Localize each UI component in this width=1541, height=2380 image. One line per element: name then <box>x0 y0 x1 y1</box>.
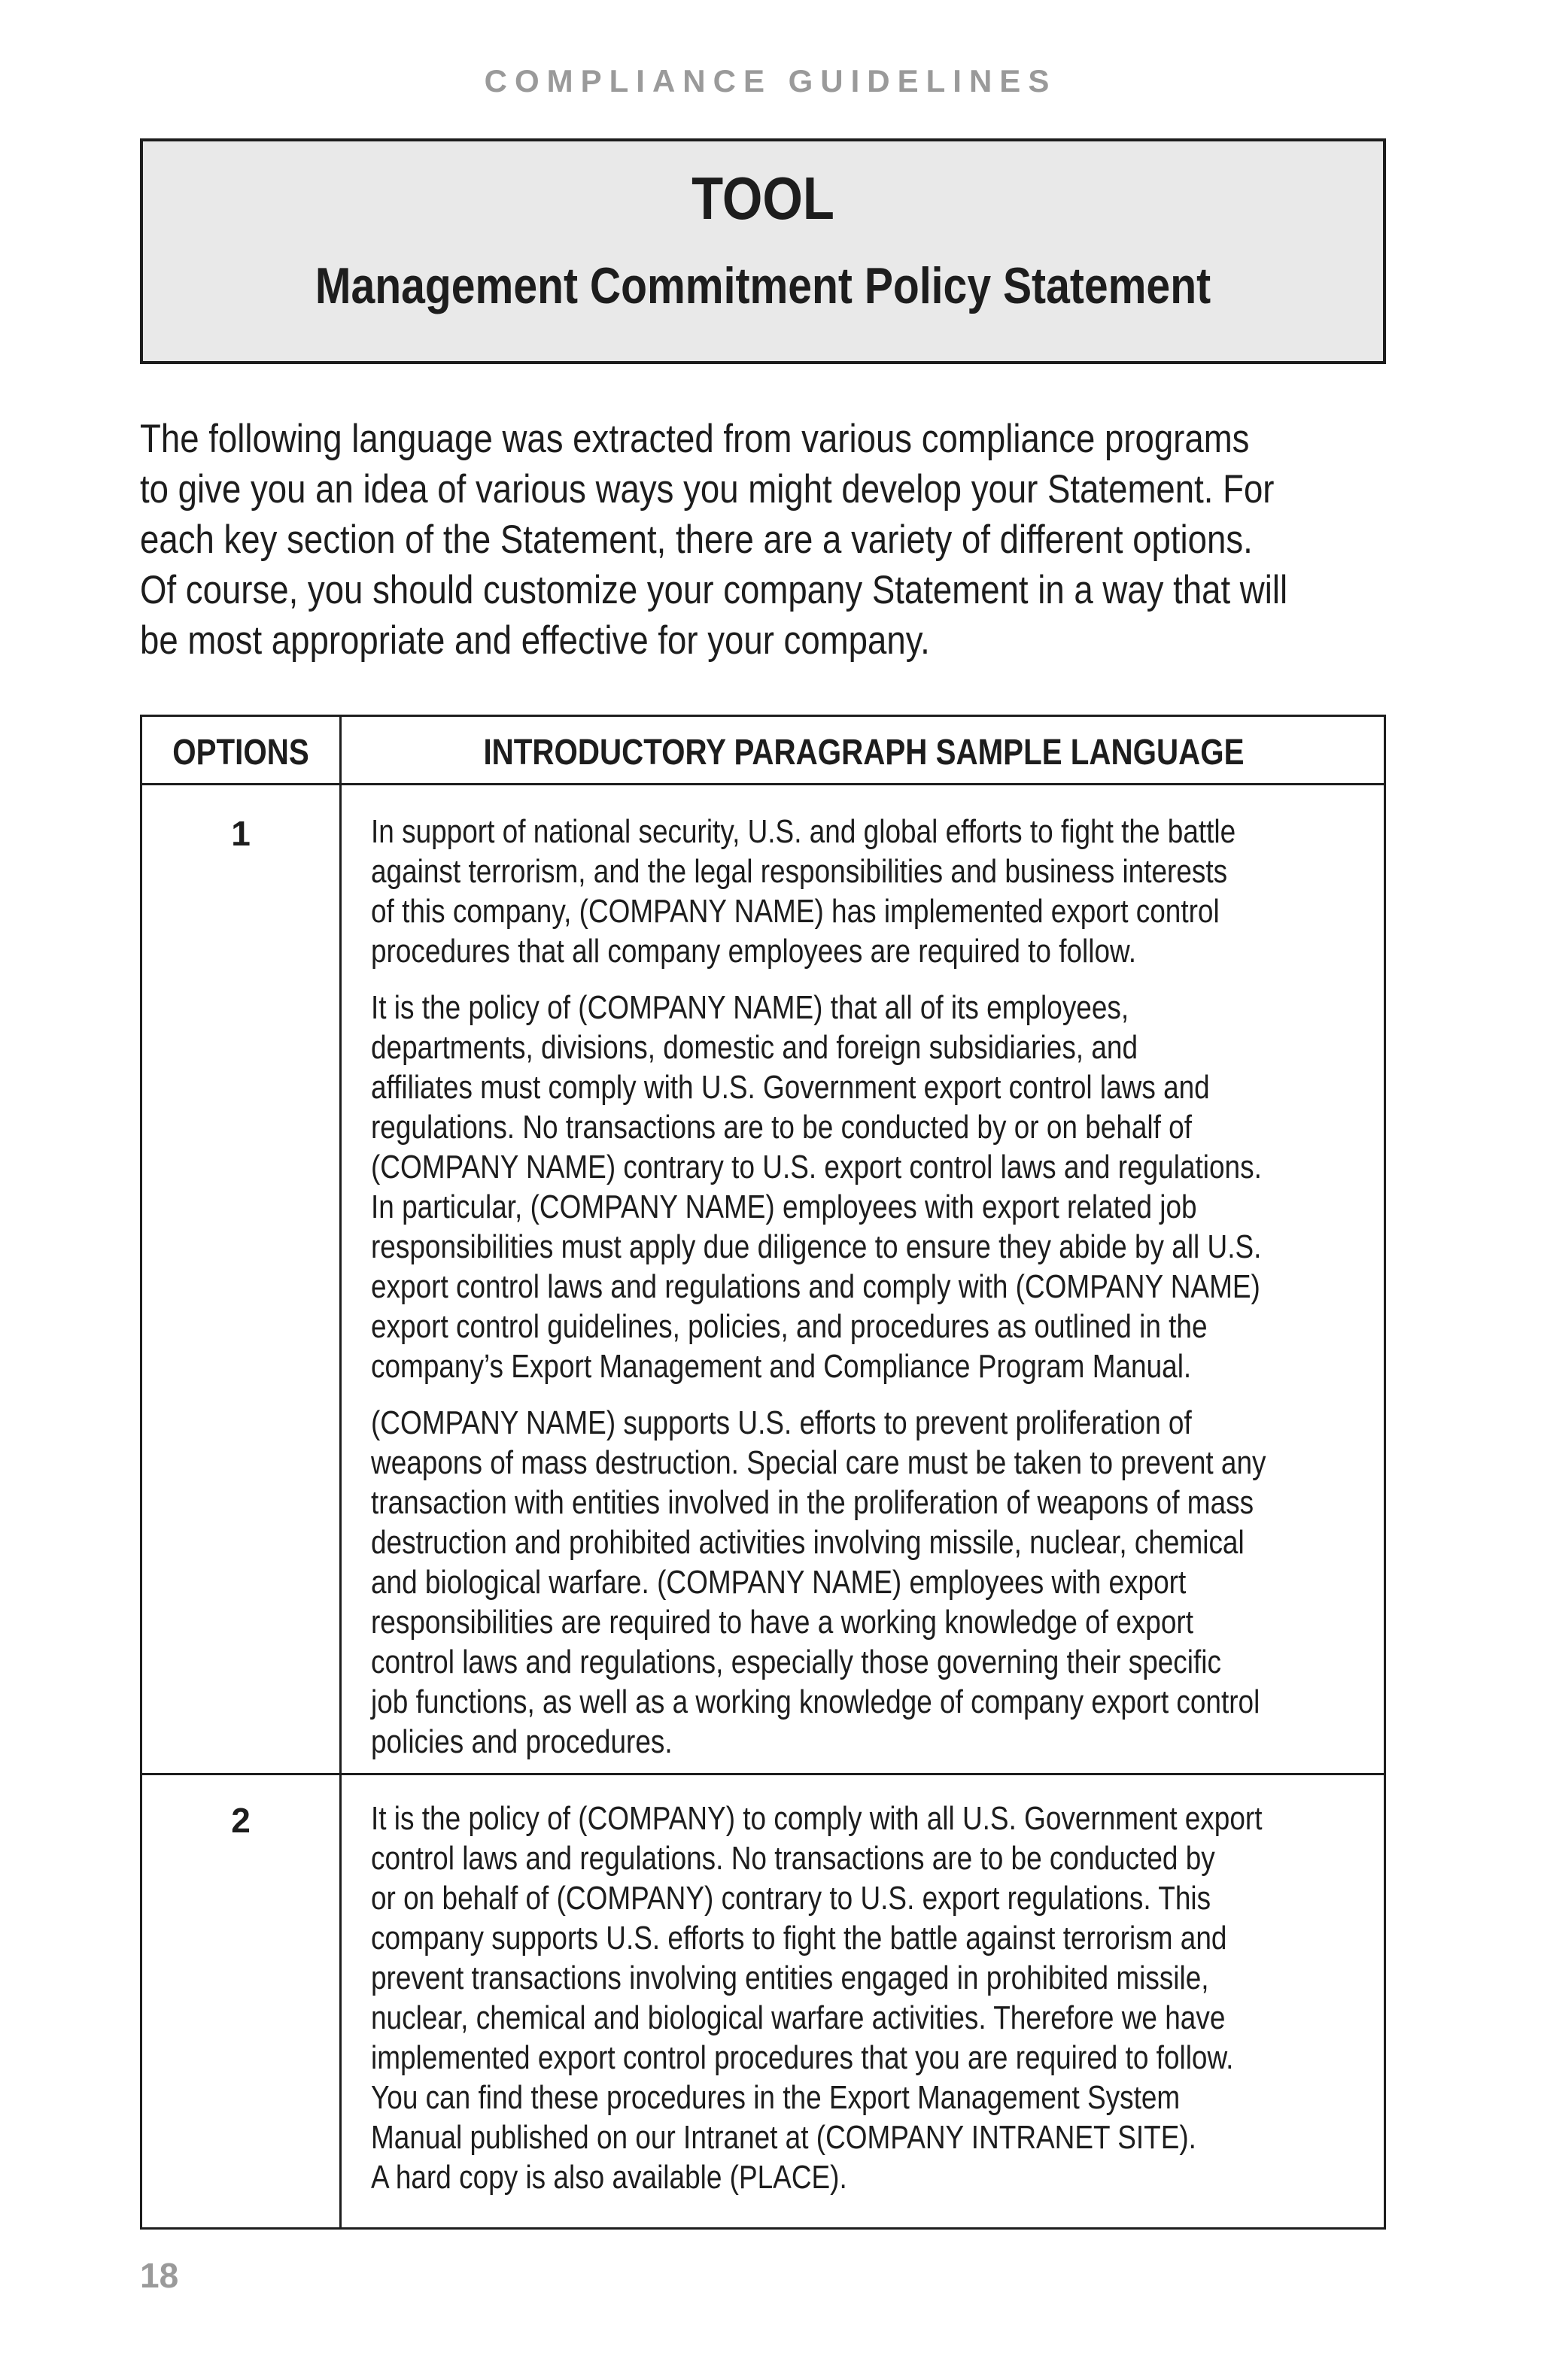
paragraph-line: company’s Export Management and Compliance Program Manual. <box>371 1348 1192 1385</box>
paragraph-line: (COMPANY NAME) contrary to U.S. export control laws and regulations. <box>371 1149 1262 1185</box>
paragraph-line: destruction and prohibited activities involving missile, nuclear, chemical <box>371 1524 1245 1561</box>
paragraph-line: It is the policy of (COMPANY) to comply with all U.S. Government export <box>371 1800 1263 1837</box>
table-header-language: INTRODUCTORY PARAGRAPH SAMPLE LANGUAGE <box>483 733 1245 773</box>
paragraph-line: prevent transactions involving entities engaged in prohibited missile, <box>371 1960 1209 1996</box>
paragraph-line: A hard copy is also available (PLACE). <box>371 2159 847 2196</box>
table-header-options: OPTIONS <box>172 733 309 773</box>
intro-line: Of course, you should customize your company Statement in a way that will <box>140 568 1288 612</box>
option-2-paragraph-1 <box>371 1799 1364 2197</box>
paragraph-line: policies and procedures. <box>371 1723 673 1760</box>
paragraph-line: regulations. No transactions are to be conducted by or on behalf of <box>371 1109 1193 1146</box>
paragraph-line: export control guidelines, policies, and procedures as outlined in the <box>371 1308 1208 1345</box>
option-number: 1 <box>231 814 251 853</box>
header-row-divider <box>142 783 1384 785</box>
option-1-paragraph-1 <box>371 812 1364 971</box>
intro-paragraph <box>140 414 1389 666</box>
option-number: 2 <box>231 1801 251 1840</box>
paragraph-line: or on behalf of (COMPANY) contrary to U.S. export regulations. This <box>371 1880 1211 1917</box>
paragraph-line: against terrorism, and the legal responsibilities and business interests <box>371 853 1228 890</box>
paragraph-line: job functions, as well as a working knowledge of company export control <box>371 1683 1260 1720</box>
paragraph-line: nuclear, chemical and biological warfare activities. Therefore we have <box>371 1999 1226 2036</box>
paragraph-line: of this company, (COMPANY NAME) has implemented export control <box>371 893 1220 930</box>
paragraph-line: responsibilities are required to have a working knowledge of export <box>371 1604 1193 1641</box>
paragraph-line: affiliates must comply with U.S. Government export control laws and <box>371 1069 1210 1106</box>
paragraph-line: In support of national security, U.S. and global efforts to fight the battle <box>371 813 1236 850</box>
option-1-paragraph-2 <box>371 988 1364 1386</box>
paragraph-line: export control laws and regulations and comply with (COMPANY NAME) <box>371 1268 1260 1305</box>
paragraph-line: Manual published on our Intranet at (COMPANY INTRANET SITE). <box>371 2119 1196 2156</box>
paragraph-line: In particular, (COMPANY NAME) employees with export related job <box>371 1188 1197 1225</box>
option-row-divider <box>142 1773 1384 1775</box>
running-header: COMPLIANCE GUIDELINES <box>484 63 1057 99</box>
options-table <box>140 715 1386 2230</box>
column-divider <box>339 717 342 2227</box>
paragraph-line: implemented export control procedures that you are required to follow. <box>371 2039 1234 2076</box>
paragraph-line: procedures that all company employees are required to follow. <box>371 933 1136 970</box>
paragraph-line: company supports U.S. efforts to fight the battle against terrorism and <box>371 1920 1227 1957</box>
paragraph-line: weapons of mass destruction. Special care must be taken to prevent any <box>371 1444 1266 1481</box>
paragraph-line: control laws and regulations. No transactions are to be conducted by <box>371 1840 1215 1877</box>
page-number: 18 <box>140 2256 179 2295</box>
paragraph-line: responsibilities must apply due diligence to ensure they abide by all U.S. <box>371 1228 1262 1265</box>
paragraph-line: control laws and regulations, especially those governing their specific <box>371 1644 1221 1680</box>
intro-line: The following language was extracted from various compliance programs <box>140 417 1250 461</box>
title-box <box>140 138 1386 364</box>
intro-line: be most appropriate and effective for your company. <box>140 618 930 663</box>
paragraph-line: You can find these procedures in the Export Management System <box>371 2079 1181 2116</box>
title-main: TOOL <box>691 165 834 232</box>
option-1-paragraph-3 <box>371 1403 1364 1762</box>
paragraph-line: (COMPANY NAME) supports U.S. efforts to prevent proliferation of <box>371 1404 1192 1441</box>
intro-line: to give you an idea of various ways you might develop your Statement. For <box>140 467 1275 512</box>
paragraph-line: It is the policy of (COMPANY NAME) that all of its employees, <box>371 989 1129 1026</box>
paragraph-line: transaction with entities involved in the proliferation of weapons of mass <box>371 1484 1254 1521</box>
title-subtitle: Management Commitment Policy Statement <box>315 257 1211 314</box>
intro-line: each key section of the Statement, there are a variety of different options. <box>140 518 1253 562</box>
paragraph-line: departments, divisions, domestic and foreign subsidiaries, and <box>371 1029 1138 1066</box>
paragraph-line: and biological warfare. (COMPANY NAME) employees with export <box>371 1564 1187 1601</box>
